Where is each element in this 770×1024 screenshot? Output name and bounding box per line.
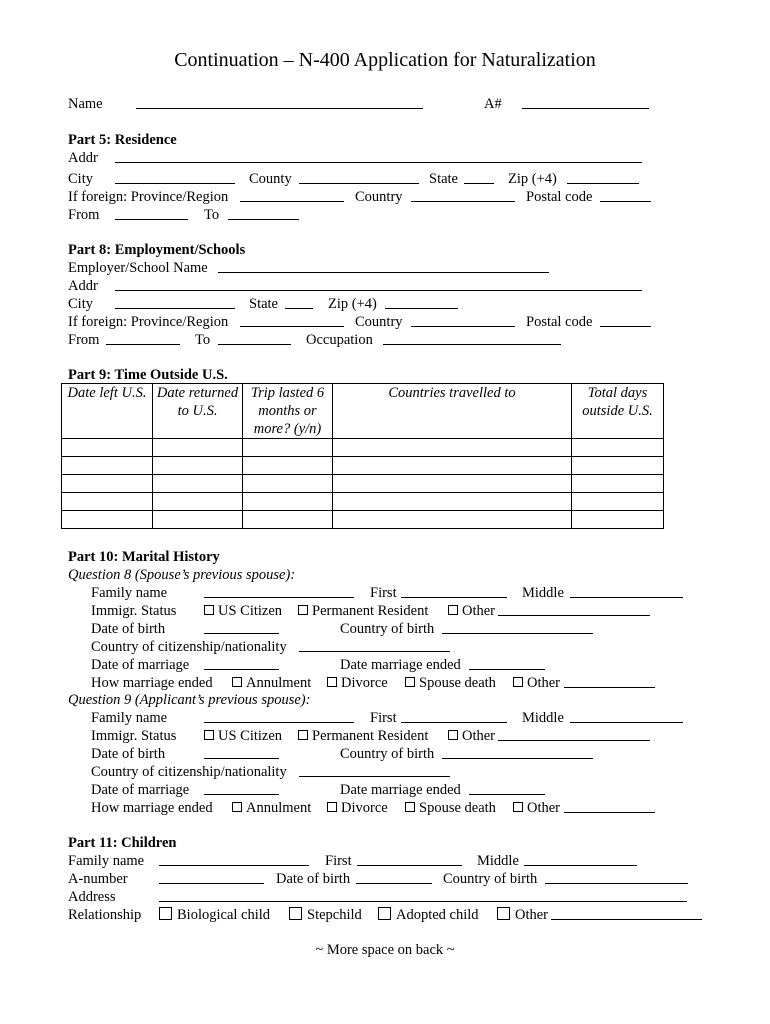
q8-date-marriage-label: Date of marriage [91,657,190,673]
q8-other-ended-option[interactable] [513,674,560,692]
table-cell[interactable] [572,511,664,529]
q8-citizenship-field[interactable] [299,651,450,652]
p8-zip-field[interactable] [385,308,458,309]
q9-spouse-death-option[interactable] [405,799,496,817]
p11-family-name-field[interactable] [159,865,309,866]
checkbox-icon[interactable] [232,802,242,812]
p11-country-birth-label: Country of birth [443,871,538,887]
table-cell[interactable] [153,511,243,529]
q9-us-citizen-label: US Citizen [218,728,283,744]
q9-divorce-label: Divorce [341,800,388,816]
checkbox-icon[interactable] [232,677,242,687]
a-number-field[interactable] [522,108,649,109]
q8-dob-label: Date of birth [91,621,166,637]
q9-dob-field[interactable] [204,758,279,759]
p5-to-label: To [204,207,220,223]
table-row [62,475,664,493]
table-cell[interactable] [153,457,243,475]
checkbox-icon[interactable] [405,802,415,812]
p8-province-field[interactable] [240,326,344,327]
q9-family-name-field[interactable] [204,722,354,723]
checkbox-icon[interactable] [513,677,523,687]
q8-date-ended-field[interactable] [469,669,545,670]
table-cell[interactable] [572,493,664,511]
p11-address-label: Address [68,889,116,905]
q9-date-marriage-label: Date of marriage [91,782,190,798]
p8-occupation-field[interactable] [383,344,561,345]
checkbox-icon[interactable] [327,677,337,687]
q9-us-citizen-option[interactable] [204,727,282,745]
q8-date-marriage-field[interactable] [204,669,279,670]
checkbox-icon[interactable] [298,730,308,740]
table-row [62,439,664,457]
col-date-left: Date left U.S. [62,384,153,439]
checkbox-icon[interactable] [159,907,172,920]
q9-other-status-field[interactable] [498,740,650,741]
q9-date-ended-label: Date marriage ended [340,782,461,798]
q9-middle-label: Middle [522,710,564,726]
part11-heading: Part 11: Children [68,835,177,851]
part8-heading: Part 8: Employment/Schools [68,242,246,258]
p8-postal-field[interactable] [600,326,651,327]
p8-to-label: To [195,332,211,348]
p8-employer-label: Employer/School Name [68,260,208,276]
q8-annulment-label: Annulment [246,675,312,691]
q8-heading: Question 8 (Spouse’s previous spouse): [68,567,296,583]
time-outside-table [61,383,664,529]
p5-addr-field[interactable] [115,162,642,163]
p8-addr-label: Addr [68,278,98,294]
table-cell[interactable] [333,439,572,457]
p8-employer-field[interactable] [218,272,549,273]
col-date-returned: Date returned to U.S. [153,384,243,439]
q9-date-ended-field[interactable] [469,794,545,795]
p11-address-field[interactable] [159,901,687,902]
p5-zip-field[interactable] [567,183,639,184]
p5-postal-label: Postal code [526,189,593,205]
q8-middle-field[interactable] [570,597,683,598]
q9-middle-field[interactable] [570,722,683,723]
table-cell[interactable] [153,475,243,493]
table-cell[interactable] [243,475,333,493]
name-label: Name [68,96,103,112]
q8-other-ended-field[interactable] [564,687,655,688]
p5-from-label: From [68,207,100,223]
table-cell[interactable] [333,511,572,529]
p8-state-field[interactable] [285,308,313,309]
p11-a-number-field[interactable] [159,883,264,884]
table-cell[interactable] [243,493,333,511]
p11-first-label: First [325,853,352,869]
table-cell[interactable] [62,511,153,529]
p5-county-field[interactable] [299,183,419,184]
p8-to-field[interactable] [218,344,291,345]
p8-city-field[interactable] [115,308,235,309]
checkbox-icon[interactable] [204,605,214,615]
q8-country-birth-field[interactable] [442,633,593,634]
p11-first-field[interactable] [357,865,462,866]
p5-postal-field[interactable] [600,201,651,202]
p11-country-birth-field[interactable] [545,883,688,884]
p5-addr-label: Addr [68,150,98,166]
q9-perm-resident-option[interactable] [298,727,428,745]
q8-perm-resident-option[interactable] [298,602,428,620]
checkbox-icon[interactable] [448,730,458,740]
q8-other-status-label: Other [462,603,496,619]
p11-bio-label: Biological child [177,907,271,923]
q8-citizenship-label: Country of citizenship/nationality [91,639,287,655]
p8-from-label: From [68,332,100,348]
q9-date-marriage-field[interactable] [204,794,279,795]
p5-province-field[interactable] [240,201,344,202]
q9-citizenship-label: Country of citizenship/nationality [91,764,287,780]
table-cell[interactable] [153,493,243,511]
q8-immigr-status-label: Immigr. Status [91,603,177,619]
table-cell[interactable] [62,493,153,511]
p11-other-field[interactable] [551,919,702,920]
checkbox-icon[interactable] [298,605,308,615]
table-cell[interactable] [62,475,153,493]
q8-us-citizen-option[interactable] [204,602,282,620]
q9-heading: Question 9 (Applicant’s previous spouse): [68,692,311,708]
p5-country-field[interactable] [411,201,515,202]
table-row [62,493,664,511]
q9-annulment-label: Annulment [246,800,312,816]
p8-city-label: City [68,296,93,312]
q9-other-ended-field[interactable] [564,812,655,813]
q8-date-ended-label: Date marriage ended [340,657,461,673]
q9-other-status-option[interactable] [448,727,495,745]
form-title: Continuation – N-400 Application for Naturalization [174,49,596,71]
checkbox-icon[interactable] [448,605,458,615]
table-cell[interactable] [153,439,243,457]
p11-other-option[interactable] [497,906,548,924]
q9-citizenship-field[interactable] [299,776,450,777]
p5-state-label: State [429,171,458,187]
q8-divorce-option[interactable] [327,674,388,692]
q8-family-name-label: Family name [91,585,168,601]
q9-family-name-label: Family name [91,710,168,726]
q9-other-ended-label: Other [527,800,561,816]
p11-step-label: Stepchild [307,907,362,923]
name-field[interactable] [136,108,423,109]
q9-country-birth-field[interactable] [442,758,593,759]
table-cell[interactable] [243,457,333,475]
p5-to-field[interactable] [228,219,299,220]
p8-state-label: State [249,296,278,312]
q9-perm-resident-label: Permanent Resident [312,728,429,744]
q9-dob-label: Date of birth [91,746,166,762]
q8-other-ended-label: Other [527,675,561,691]
q8-perm-resident-label: Permanent Resident [312,603,429,619]
part9-heading: Part 9: Time Outside U.S. [68,367,228,383]
col-trip-lasted: Trip lasted 6 months or more? (y/n) [243,384,333,439]
p8-country-field[interactable] [411,326,515,327]
q8-other-status-option[interactable] [448,602,495,620]
table-row [62,457,664,475]
p11-step-option[interactable] [289,906,362,924]
q8-annulment-option[interactable] [232,674,311,692]
checkbox-icon[interactable] [513,802,523,812]
checkbox-icon[interactable] [405,677,415,687]
table-cell[interactable] [333,475,572,493]
q9-annulment-option[interactable] [232,799,311,817]
table-cell[interactable] [333,457,572,475]
table-cell[interactable] [572,439,664,457]
q8-first-field[interactable] [401,597,507,598]
col-total-days: Total days outside U.S. [572,384,664,439]
q8-how-ended-label: How marriage ended [91,675,213,691]
p8-postal-label: Postal code [526,314,593,330]
q9-immigr-status-label: Immigr. Status [91,728,177,744]
a-number-label: A# [484,96,502,112]
checkbox-icon[interactable] [204,730,214,740]
table-cell[interactable] [62,457,153,475]
q8-spouse-death-label: Spouse death [419,675,496,691]
q8-middle-label: Middle [522,585,564,601]
p5-from-field[interactable] [115,219,188,220]
p11-middle-label: Middle [477,853,519,869]
table-cell[interactable] [333,493,572,511]
p11-a-number-label: A-number [68,871,128,887]
p5-country-label: Country [355,189,403,205]
q8-us-citizen-label: US Citizen [218,603,283,619]
q8-other-status-field[interactable] [498,615,650,616]
p11-relationship-label: Relationship [68,907,142,923]
q8-divorce-label: Divorce [341,675,388,691]
table-cell[interactable] [243,511,333,529]
part10-heading: Part 10: Marital History [68,549,220,565]
p5-zip-label: Zip (+4) [508,171,557,187]
q9-first-label: First [370,710,397,726]
q9-spouse-death-label: Spouse death [419,800,496,816]
q8-country-birth-label: Country of birth [340,621,435,637]
q8-first-label: First [370,585,397,601]
p11-bio-option[interactable] [159,906,270,924]
q8-family-name-field[interactable] [204,597,354,598]
table-cell[interactable] [62,439,153,457]
checkbox-icon[interactable] [327,802,337,812]
q9-other-status-label: Other [462,728,496,744]
p11-dob-field[interactable] [356,883,432,884]
p5-city-label: City [68,171,93,187]
p11-family-name-label: Family name [68,853,145,869]
more-space-note: ~ More space on back ~ [315,942,455,958]
p8-occupation-label: Occupation [306,332,373,348]
p11-other-label: Other [515,907,549,923]
q9-first-field[interactable] [401,722,507,723]
p11-dob-label: Date of birth [276,871,351,887]
p8-addr-field[interactable] [115,290,642,291]
p11-adopted-option[interactable] [378,906,479,924]
table-cell[interactable] [243,439,333,457]
table-cell[interactable] [572,475,664,493]
p8-foreign-label: If foreign: Province/Region [68,314,229,330]
q9-how-ended-label: How marriage ended [91,800,213,816]
p11-adopted-label: Adopted child [396,907,479,923]
p8-country-label: Country [355,314,403,330]
q9-other-ended-option[interactable] [513,799,560,817]
q9-country-birth-label: Country of birth [340,746,435,762]
part5-heading: Part 5: Residence [68,132,177,148]
p5-foreign-label: If foreign: Province/Region [68,189,229,205]
q9-divorce-option[interactable] [327,799,388,817]
p11-middle-field[interactable] [524,865,637,866]
checkbox-icon[interactable] [497,907,510,920]
p5-county-label: County [249,171,292,187]
p5-city-field[interactable] [115,183,235,184]
q8-dob-field[interactable] [204,633,279,634]
p8-zip-label: Zip (+4) [328,296,377,312]
table-cell[interactable] [572,457,664,475]
col-countries: Countries travelled to [333,384,572,439]
checkbox-icon[interactable] [378,907,391,920]
q8-spouse-death-option[interactable] [405,674,496,692]
p5-state-field[interactable] [464,183,494,184]
table-row [62,511,664,529]
p8-from-field[interactable] [106,344,180,345]
checkbox-icon[interactable] [289,907,302,920]
